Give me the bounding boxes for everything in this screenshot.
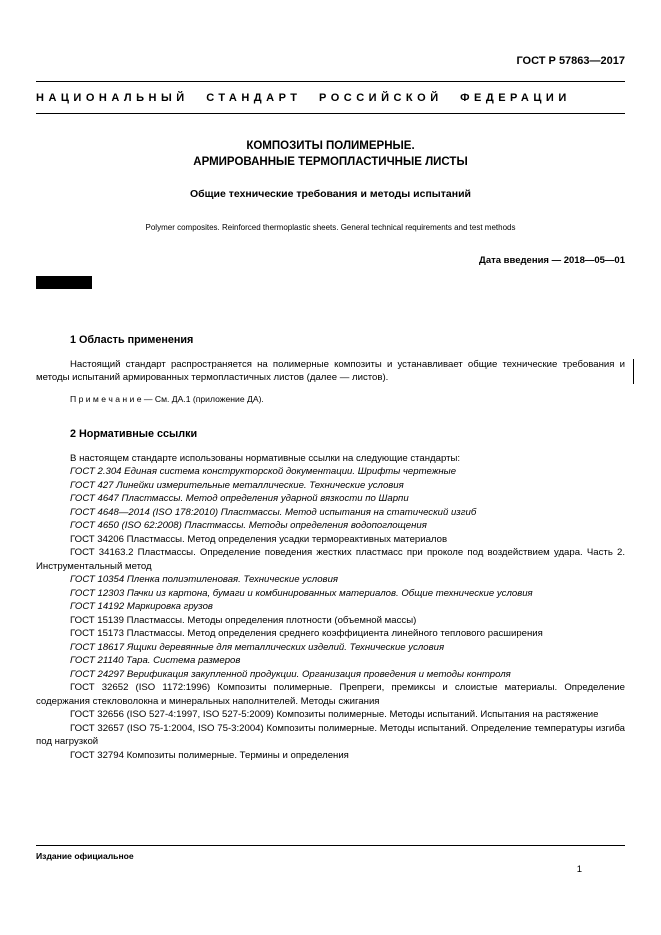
reference-item: ГОСТ 10354 Пленка полиэтиленовая. Технические условия [70,574,339,586]
document-title [36,138,625,170]
reference-item: ГОСТ 15173 Пластмассы. Метод определения среднего коэффициента линейного теплового расширения [70,628,543,640]
references-list [36,465,625,762]
section-1-paragraph: Настоящий стандарт распространяется на полимерные композиты и устанавливает общие технические требования и методы испытаний армированных термопластичных листов (далее — листов). [36,359,625,384]
section-1-note: П р и м е ч а н и е — См. ДА.1 (приложение ДА). [70,393,264,404]
reference-item: ГОСТ 32652 (ISO 1172:1996) Композиты полимерные. Препреги, премиксы и слоистые материалы. Определение содержания стекловолокна и минеральных наполнителей. Методы сжигания [36,682,625,707]
document-title-english: Polymer composites. Reinforced thermoplastic sheets. General technical requirements and test methods [145,223,516,232]
section-2-intro-wrap [36,452,625,465]
horizontal-rule-second [36,113,625,114]
document-title-line2: АРМИРОВАННЫЕ ТЕРМОПЛАСТИЧНЫЕ ЛИСТЫ [193,156,468,168]
reference-item: ГОСТ 32794 Композиты полимерные. Термины и определения [70,749,349,761]
reference-item: ГОСТ 34163.2 Пластмассы. Определение поведения жестких пластмасс при проколе под воздействием удара. Часть 2. Инструментальный метод [36,547,625,572]
effective-date: Дата введения — 2018—05—01 [479,255,625,266]
black-marker-bar [36,276,92,289]
reference-item: ГОСТ 32656 (ISO 527-4:1997, ISO 527-5:2009) Композиты полимерные. Методы испытаний. Испытания на растяжение [70,709,599,721]
document-subtitle: Общие технические требования и методы испытаний [190,188,471,200]
reference-item: ГОСТ 32657 (ISO 75-1:2004, ISO 75-3:2004) Композиты полимерные. Методы испытаний. Определение температуры изгиба под нагрузкой [36,722,625,748]
federation-heading: НАЦИОНАЛЬНЫЙ СТАНДАРТ РОССИЙСКОЙ ФЕДЕРАЦИИ [36,92,571,104]
official-edition-label: Издание официальное [36,851,134,861]
reference-item: ГОСТ 12303 Пачки из картона, бумаги и комбинированных материалов. Общие технические условия [70,587,533,599]
reference-item: ГОСТ 4650 (ISO 62:2008) Пластмассы. Методы определения водопоглощения [70,520,427,532]
document-title-line1: КОМПОЗИТЫ ПОЛИМЕРНЫЕ. [246,140,415,152]
reference-item: ГОСТ 21140 Тара. Система размеров [70,655,241,667]
footer-rule [36,845,625,846]
change-marker-bar [633,359,634,384]
section-1-paragraph-wrap [36,358,625,385]
horizontal-rule-top [36,81,625,82]
reference-item: ГОСТ 14192 Маркировка грузов [70,601,213,613]
reference-item: ГОСТ 15139 Пластмассы. Методы определения плотности (объемной массы) [70,614,417,626]
section-1-heading: 1 Область применения [70,334,194,346]
reference-item: ГОСТ 18617 Ящики деревянные для металлических изделий. Технические условия [70,641,445,653]
reference-item: ГОСТ 24297 Верификация закупленной продукции. Организация проведения и методы контроля [70,668,511,680]
section-2-intro: В настоящем стандарте использованы нормативные ссылки на следующие стандарты: [70,452,461,464]
reference-item: ГОСТ 4648—2014 (ISO 178:2010) Пластмассы. Метод испытания на статический изгиб [70,506,477,518]
section-2-heading: 2 Нормативные ссылки [70,427,198,440]
reference-item: ГОСТ 4647 Пластмассы. Метод определения ударной вязкости по Шарпи [70,493,409,505]
reference-item: ГОСТ 2.304 Единая система конструкторской документации. Шрифты чертежные [70,466,457,478]
reference-item: ГОСТ 427 Линейки измерительные металлические. Технические условия [70,479,404,491]
page-number: 1 [576,864,582,875]
reference-item: ГОСТ 34206 Пластмассы. Метод определения усадки термореактивных материалов [70,533,448,545]
doc-number: ГОСТ Р 57863—2017 [516,55,625,67]
